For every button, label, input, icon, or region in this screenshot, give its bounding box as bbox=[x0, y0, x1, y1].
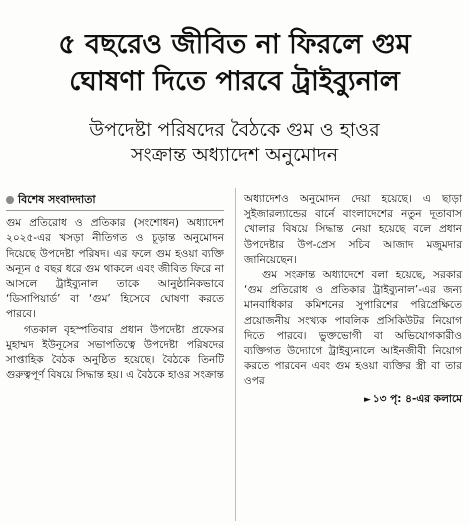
byline bbox=[6, 192, 224, 207]
article-paragraph: গুম প্রতিরোধ ও প্রতিকার (সংশোধন) অধ্যাদেশ ২০২৫-এর খসড়া নীতিগত ও চূড়ান্ত অনুমোদন দিয়েছে উপদেষ্টা পরিষদ। এর ফলে গুম হওয়া ব্যক্তি অন্যূন ৫ বছর ধরে গুম থাকলে এবং জীবিত ফিরে না আসলে ট্রাইব্যুনাল তাকে আনুষ্ঠানিকভাবে ‘ডিসাপিয়ার্ড’ বা ‘গুম’ হিসেবে ঘোষণা করতে পারবে। bbox=[6, 217, 224, 321]
subheadline-line-2: সংক্রান্ত অধ্যাদেশ অনুমোদন bbox=[130, 144, 339, 166]
continued-jump[interactable] bbox=[244, 392, 462, 408]
headline-line-1: ৫ বছরেও জীবিত না ফিরলে গুম bbox=[58, 29, 411, 61]
article-paragraph: অধ্যাদেশও অনুমোদন দেয়া হয়েছে। এ ছাড়া সুইজারল্যান্ডের বার্নে বাংলাদেশের নতুন দূতাবাস খোলার বিষয়ে সিদ্ধান্ত নেয়া হয়েছে বলে প্রধান উপদেষ্টার উপ-প্রেস সচিব আজাদ মজুমদার জানিয়েছেন। bbox=[244, 193, 462, 266]
article-paragraph: গতকাল বৃহস্পতিবার প্রধান উপদেষ্টা প্রফেসর মুহাম্মদ ইউনূসের সভাপতিত্বে উপদেষ্টা পরিষদের সাপ্তাহিক বৈঠক অনুষ্ঠিত হয়েছে। বৈঠকে তিনটি গুরুত্বপূর্ণ বিষয়ে সিদ্ধান্ত হয়। এ বৈঠকে হাওর সংক্রান্ত bbox=[6, 323, 224, 382]
article-column-left bbox=[6, 192, 224, 383]
byline-rule bbox=[6, 210, 224, 211]
article-column-right bbox=[244, 192, 462, 408]
subheadline bbox=[0, 118, 469, 168]
bullet-circle-icon bbox=[6, 196, 14, 204]
column-divider bbox=[235, 188, 236, 521]
byline-text: বিশেষ সংবাদদাতা bbox=[18, 193, 96, 206]
headline-line-2: ঘোষণা দিতে পারবে ট্রাইব্যুনাল bbox=[69, 66, 400, 98]
continued-text: ১৩ পৃ: ৪-এর কলামে bbox=[372, 392, 462, 405]
subheadline-line-1: উপদেষ্টা পরিষদের বৈঠকে গুম ও হাওর bbox=[89, 119, 380, 141]
article-paragraph: গুম সংক্রান্ত অধ্যাদেশে বলা হয়েছে, সরকার ‘গুম প্রতিরোধ ও প্রতিকার ট্রাইব্যুনাল’-এর জন্য মানবাধিকার কমিশনের সুপারিশের পরিপ্রেক্ষিতে প্রয়োজনীয় সংখ্যক পাবলিক প্রসিকিউটর নিয়োগ দিতে পারবে। ভুক্তভোগী বা অভিযোগকারীও ব্যক্তিগত উদ্যোগে ট্রাইব্যুনালে আইনজীবী নিয়োগ করতে পারবেন এবং গুম হওয়া ব্যক্তির স্ত্রী বা তার ওপর bbox=[244, 269, 462, 388]
right-arrow-icon: ► bbox=[363, 394, 371, 405]
headline bbox=[0, 26, 469, 100]
